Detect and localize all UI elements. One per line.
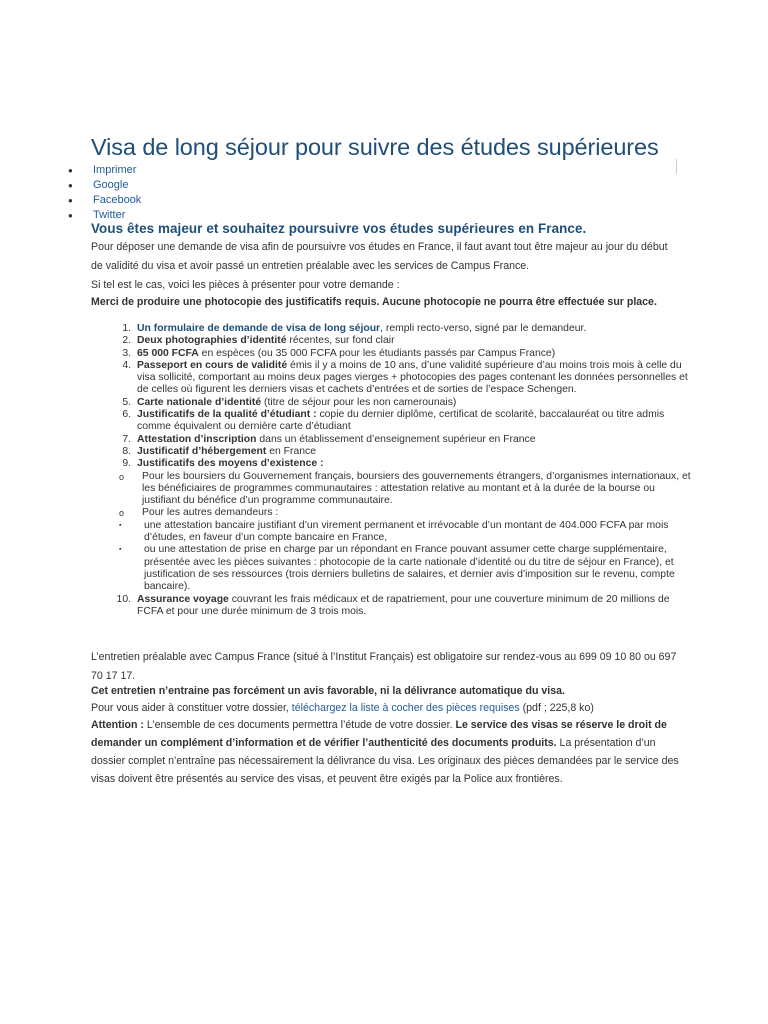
share-links <box>68 163 141 223</box>
help-paragraph: Pour vous aider à constituer votre dossier, téléchargez la liste à cocher des pièces requises (pdf ; 225,8 ko) <box>91 702 594 714</box>
square-bullet-icon: ▪ <box>119 521 122 529</box>
attention-label: Attention : <box>91 719 144 731</box>
circle-bullet-icon: o <box>119 471 125 482</box>
bullet-icon: ● <box>68 181 73 190</box>
list-item: 7. Attestation d’inscription dans un établissement d’enseignement supérieur en France <box>122 433 536 445</box>
sub-list-item: o Pour les boursiers du Gouvernement français, boursiers des gouvernements étrangers, d’organismes internationaux, et les bénéficiaires de programmes communautaires : attestation relative au montant et à la durée de la bourse ou justifiant du bénéfice d’un programme communautaire. <box>119 470 691 507</box>
bullet-icon: ● <box>68 211 73 220</box>
intro-paragraph-2: Si tel est le cas, voici les pièces à présenter pour votre demande : <box>91 279 400 291</box>
list-item: 4. Passeport en cours de validité émis il y a moins de 10 ans, d’une validité supérieure d’au moins trois mois à celle du visa sollicité, comportant au moins deux pages vierges + photocopies des pages contenant les données personnelles et de celles où figurent les derniers visas et cachets d’entrées et de sorties de l’espace Schengen. <box>122 359 688 396</box>
sub-sub-list-item: ▪ ou une attestation de prise en charge par un répondant en France pouvant assumer cette charge supplémentaire, présentée avec les pièces suivantes : photocopie de la carte nationale d’identité ou du titre de séjour en France), et justification de ses ressources (trois derniers bulletins de salaires, et dernier avis d’imposition sur le revenu, compte bancaire). <box>119 544 675 593</box>
checklist-download-link[interactable]: téléchargez la liste à cocher des pièces requises <box>291 702 520 714</box>
share-item-print <box>68 163 141 178</box>
sub-sub-list-item: ▪ une attestation bancaire justifiant d’un virement permanent et irrévocable d’un montant de 404.000 FCFA par mois d’études, en faveur d’un compte bancaire en France, <box>119 519 669 544</box>
print-link[interactable]: Imprimer <box>93 164 137 176</box>
visa-form-link[interactable]: Un formulaire de demande de visa de long séjour <box>137 323 381 334</box>
photocopy-warning: Merci de produire une photocopie des justificatifs requis. Aucune photocopie ne pourra être effectuée sur place. <box>91 296 657 308</box>
list-item: 10. Assurance voyage couvrant les frais médicaux et de rapatriement, pour une couverture minimum de 20 millions de FCFA et pour une durée minimum de 3 trois mois. <box>116 593 670 617</box>
google-link[interactable]: Google <box>93 179 129 191</box>
bullet-icon: ● <box>68 196 73 205</box>
twitter-link[interactable]: Twitter <box>93 209 126 221</box>
interview-note: Cet entretien n’entraine pas forcément un avis favorable, ni la délivrance automatique du visa. <box>91 685 565 697</box>
list-item: 9. Justificatifs des moyens d’existence : <box>122 458 324 470</box>
list-item: 3. 65 000 FCFA en espèces (ou 35 000 FCFA pour les étudiants passés par Campus France) <box>122 347 556 359</box>
bullet-icon: ● <box>68 166 73 175</box>
sub-list-item: o Pour les autres demandeurs : <box>119 507 279 519</box>
share-item-facebook <box>68 193 141 208</box>
list-item: 8. Justificatif d’hébergement en France <box>122 445 317 457</box>
section-subtitle: Vous êtes majeur et souhaitez poursuivre vos études supérieures en France. <box>91 221 587 236</box>
list-item: 5. Carte nationale d’identité (titre de séjour pour les non camerounais) <box>122 396 457 408</box>
attention-paragraph: Attention : L’ensemble de ces documents permettra l’étude de votre dossier. Le service des visas se réserve le droit de demander un complément d’information et de vérifier l’authenticité des documents produits. La présentation d’un dossier complet n’entraîne pas nécessairement la délivrance du visa. Les originaux des pièces demandées par le service des visas doivent être présentés au service des visas, et peuvent être exigés par la Police aux frontières. <box>91 719 679 785</box>
circle-bullet-icon: o <box>119 508 125 519</box>
share-item-google <box>68 178 141 193</box>
page-title: Visa de long séjour pour suivre des études supérieures <box>91 134 659 160</box>
interview-paragraph: L’entretien préalable avec Campus France (situé à l’Institut Français) est obligatoire sur rendez-vous au 699 09 10 80 ou 697 70 17 17. <box>91 651 677 682</box>
square-bullet-icon: ▪ <box>119 546 122 554</box>
list-item: 6. Justificatifs de la qualité d’étudiant : copie du dernier diplôme, certificat de scolarité, baccalauréat ou titre admis comme équivalent ou dernière carte d’étudiant <box>122 409 665 433</box>
list-item: 2. Deux photographies d’identité récentes, sur fond clair <box>122 335 395 347</box>
divider <box>676 159 677 174</box>
requirements-list <box>91 323 691 618</box>
intro-paragraph: Pour déposer une demande de visa afin de poursuivre vos études en France, il faut avant tout être majeur au jour du début de validité du visa et avoir passé un entretien préalable avec les services de Campus France. <box>91 241 668 272</box>
facebook-link[interactable]: Facebook <box>93 194 142 206</box>
list-item: 1. Un formulaire de demande de visa de long séjour, rempli recto-verso, signé par le demandeur. <box>122 323 587 334</box>
